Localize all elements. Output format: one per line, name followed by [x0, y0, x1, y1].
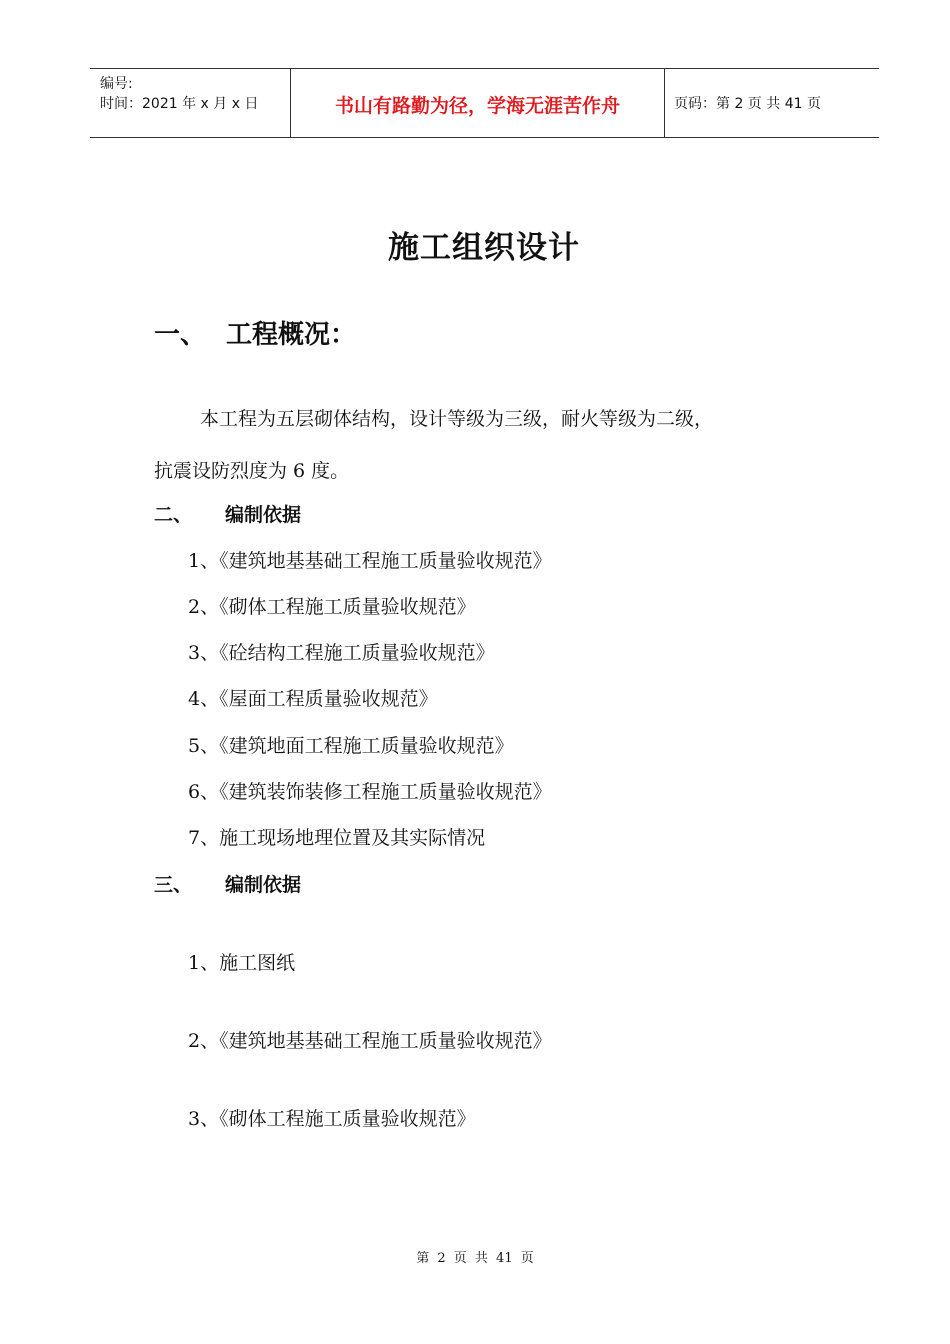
header-right-cell	[664, 69, 879, 137]
section-3-title: 编制依据	[225, 874, 302, 896]
section-3-item: 2、《建筑地基基础工程施工质量验收规范》	[188, 1030, 552, 1052]
page-footer: 第 2 页 共 41 页	[416, 1251, 534, 1266]
paragraph-line-2: 抗震设防烈度为 6 度。	[154, 460, 350, 482]
section-2-item: 7、施工现场地理位置及其实际情况	[188, 827, 486, 849]
section-2-item: 6、《建筑装饰装修工程施工质量验收规范》	[188, 781, 552, 803]
section-2-item: 3、《砼结构工程施工质量验收规范》	[188, 642, 495, 664]
section-2-item: 5、《建筑地面工程施工质量验收规范》	[188, 735, 514, 757]
header-motto: 书山有路勤为径，学海无涯苦作舟	[334, 95, 620, 117]
header-middle-cell	[290, 69, 665, 137]
section-2-item: 1、《建筑地基基础工程施工质量验收规范》	[188, 550, 552, 572]
document-title: 施工组织设计	[388, 230, 580, 266]
header-left-cell	[90, 69, 290, 137]
section-2-heading	[154, 500, 301, 527]
paragraph-line-1: 本工程为五层砌体结构，设计等级为三级，耐火等级为二级，	[200, 408, 714, 430]
section-2-number: 二、	[154, 504, 193, 526]
section-2-title: 编制依据	[225, 504, 302, 526]
document-header	[90, 68, 879, 138]
section-1-paragraph	[154, 393, 814, 497]
section-3-number: 三、	[154, 874, 193, 896]
section-3-item: 3、《砌体工程施工质量验收规范》	[188, 1108, 476, 1130]
document-number-label: 编号:	[100, 76, 133, 92]
header-page-info: 页码：第 2 页 共 41 页	[674, 96, 821, 112]
section-3-heading	[154, 870, 301, 897]
section-3-item: 1、施工图纸	[188, 952, 296, 974]
section-1-heading	[154, 314, 356, 351]
section-1-number: 一、	[154, 320, 207, 350]
document-time-label: 时间：2021 年 x 月 x 日	[100, 96, 259, 112]
section-2-item: 4、《屋面工程质量验收规范》	[188, 688, 438, 710]
section-1-title: 工程概况：	[226, 320, 357, 350]
section-2-item: 2、《砌体工程施工质量验收规范》	[188, 596, 476, 618]
